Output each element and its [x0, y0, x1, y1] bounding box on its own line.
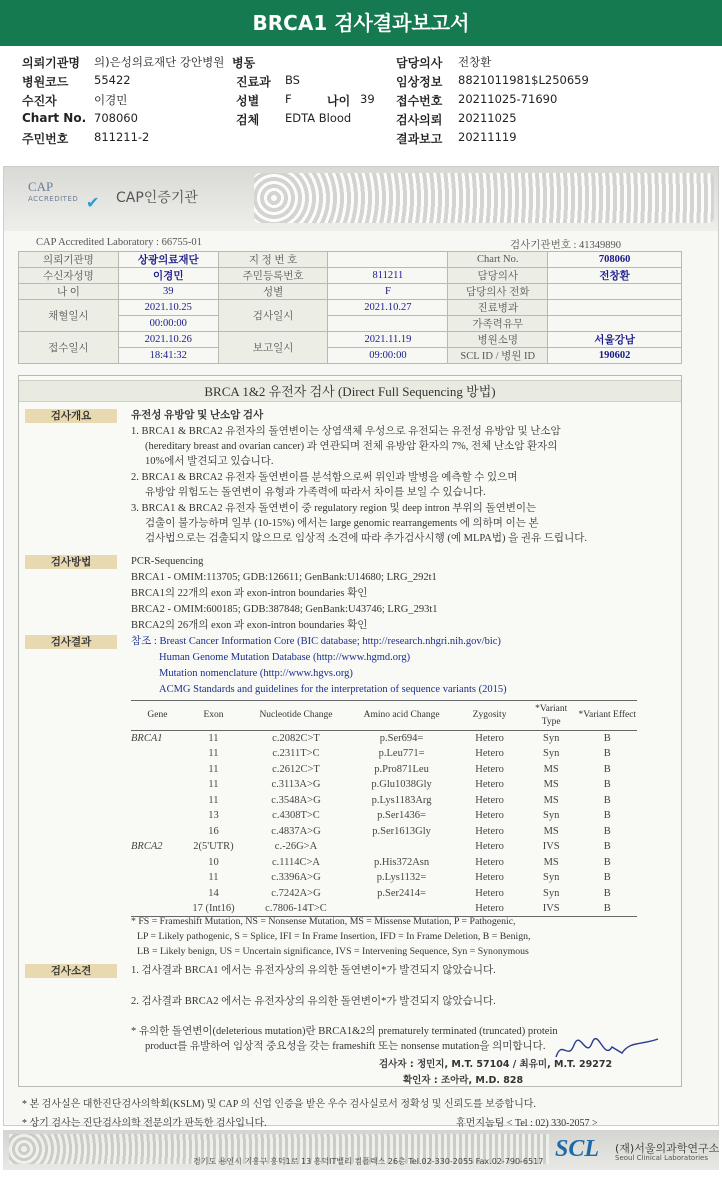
decorative-pattern [254, 173, 714, 223]
cell-variant-type: IVS [542, 841, 560, 853]
info-value: 이경민 [94, 93, 128, 107]
cell-variant-effect: B [603, 794, 611, 806]
header-row [19, 348, 682, 364]
cell-nucleotide: c.3548A>G [271, 794, 321, 806]
col-exon: Exon [184, 701, 243, 731]
header-value: 708060 [548, 252, 682, 268]
header-label: 주민등록번호 [218, 268, 328, 284]
header-label: Chart No. [448, 252, 548, 268]
cell-nucleotide: c.4308T>C [272, 810, 320, 822]
cell-gene [131, 870, 184, 886]
cell-amino-acid: p.Pro871Leu [374, 763, 429, 775]
header-value [548, 284, 682, 300]
info-label: Chart No. [22, 111, 87, 125]
cell-nucleotide: c.7242A>G [271, 887, 321, 899]
cell-variant-effect: B [603, 748, 611, 760]
info-value: 55422 [94, 73, 131, 87]
info-row-4 [22, 111, 702, 130]
info-label: 접수번호 [396, 94, 443, 108]
cell-nucleotide: c.4837A>G [271, 825, 321, 837]
cell-gene [131, 824, 184, 840]
variant-row [131, 762, 637, 778]
cell-gene [131, 808, 184, 824]
header-value [548, 300, 682, 316]
result-label: 검사결과 [25, 635, 117, 649]
cell-nucleotide: c.2612C>T [272, 763, 320, 775]
variant-row [131, 731, 637, 747]
header-row [19, 268, 682, 284]
info-value: BS [285, 73, 300, 87]
cell-variant-effect: B [603, 810, 611, 822]
cell-zygosity: Hetero [454, 901, 524, 917]
cell-zygosity: Hetero [475, 733, 504, 744]
cap-label: CAP인증기관 [116, 190, 198, 206]
opinion-line: 1. 검사결과 BRCA1 에서는 유전자상의 유의한 돌연변이*가 발견되지 않았습니다. [131, 965, 496, 976]
report-sheet [3, 166, 719, 1129]
lab-institution-number: 검사기관번호 : 41349890 [510, 240, 622, 251]
info-value: 811211-2 [94, 130, 150, 144]
variant-row [131, 777, 637, 793]
cell-variant-type: Syn [542, 733, 560, 744]
variant-row [131, 746, 637, 762]
scl-logo: SCL [555, 1136, 600, 1162]
info-value: 전창환 [458, 55, 492, 69]
col-nucleotide: Nucleotide Change [243, 701, 349, 731]
header-value [328, 316, 448, 332]
header-value: 09:00:00 [328, 348, 448, 364]
cell-gene [131, 762, 184, 778]
variant-header-row [131, 701, 637, 731]
cell-amino-acid: p.Glu1038Gly [371, 779, 432, 791]
header-label: 가족력유무 [448, 316, 548, 332]
lab-name: (재)서울의과학연구소 [615, 1142, 720, 1155]
cell-nucleotide: c.-26G>A [274, 841, 318, 853]
info-value: 8821011981$L250659 [458, 73, 589, 87]
overview-line: 2. BRCA1 & BRCA2 유전자 돌연변이를 분석함으로써 위인과 발병을 예측할 수 있으며 [131, 472, 518, 483]
cell-variant-type: MS [543, 856, 559, 868]
info-value: 20211025 [458, 111, 517, 125]
cell-exon: 13 [208, 810, 219, 822]
header-label: SCL ID / 병원 ID [448, 348, 548, 364]
variant-row [131, 870, 637, 886]
info-row-2 [22, 73, 702, 92]
header-label: 검사일시 [218, 300, 328, 332]
cell-nucleotide: c.3113A>G [271, 779, 321, 791]
header-label: 성별 [218, 284, 328, 300]
col-gene: Gene [131, 701, 184, 731]
cell-variant-type: MS [543, 825, 559, 837]
cell-variant-effect: B [603, 856, 611, 868]
variant-row [131, 824, 637, 840]
cap-band [4, 167, 718, 231]
cell-zygosity: Hetero [475, 841, 504, 853]
cell-nucleotide: c.7806-14T>C [243, 901, 349, 917]
cell-exon: 17 (Int16) [184, 901, 243, 917]
cell-nucleotide: c.1114C>A [271, 856, 320, 868]
overview-line: 3. BRCA1 & BRCA2 유전자 돌연변이 중 regulatory region 및 deep intron 부위의 돌연변이는 [131, 503, 537, 514]
header-label: 접수일시 [19, 332, 119, 364]
test-title: BRCA 1&2 유전자 검사 (Direct Full Sequencing 방법) [19, 380, 681, 402]
col-variant-effect: *Variant Effect [578, 701, 637, 731]
info-label: 나이 [327, 94, 351, 108]
overview-line: 검출이 불가능하며 일부 (10-15%) 에서는 large genomic rearrangements 에 의하며 이는 본 [145, 518, 539, 529]
reading-remark: * 상기 검사는 진단검사의학 전문의가 판독한 검사입니다. [22, 1118, 267, 1129]
cell-gene [131, 886, 184, 902]
cell-exon: 11 [208, 733, 219, 744]
cell-amino-acid: p.Lys1183Arg [371, 794, 432, 806]
cell-amino-acid: p.Leu771= [378, 748, 425, 760]
reference-line: Mutation nomenclature (http://www.hgvs.org) [159, 668, 353, 679]
report-title: BRCA1 검사결과보고서 [0, 0, 722, 46]
overview-line: 1. BRCA1 & BRCA2 유전자의 돌연변이는 상염색체 우성으로 유전되는 유전성 유방암 및 난소암 [131, 426, 561, 437]
info-row-3 [22, 92, 702, 111]
cap-lab-number: CAP Accredited Laboratory : 66755-01 [36, 237, 202, 248]
info-label: 의뢰기관명 [22, 56, 80, 70]
header-row [19, 252, 682, 268]
header-value: 39 [118, 284, 218, 300]
cell-variant-effect: B [603, 779, 611, 791]
info-label: 검체 [236, 113, 260, 127]
overview-line: (hereditary breast and ovarian cancer) 과 연관되며 전체 유방암 환자의 7%, 전체 난소암 환자의 [145, 441, 558, 452]
cell-gene [131, 855, 184, 871]
overview-line: 검사법으로는 검출되지 않으므로 임상적 소견에 따라 추가검사시행 (예 MLPA법) 을 권유 드립니다. [145, 533, 587, 544]
variant-row [131, 886, 637, 902]
overview-label: 검사개요 [25, 409, 117, 423]
method-line: BRCA1 - OMIM:113705; GDB:126611; GenBank:U14680; LRG_292t1 [131, 572, 437, 583]
cell-variant-type: Syn [542, 748, 560, 760]
cell-zygosity: Hetero [475, 748, 504, 760]
header-value [548, 316, 682, 332]
header-value: 2021.10.27 [328, 300, 448, 316]
cell-amino-acid: p.Ser1436= [377, 810, 426, 822]
reference-line: Human Genome Mutation Database (http://www.hgmd.org) [159, 652, 411, 663]
cell-variant-effect: B [603, 733, 611, 744]
header-label: 담당의사 [448, 268, 548, 284]
header-value: 190602 [548, 348, 682, 364]
info-value: 39 [360, 92, 375, 106]
header-label: 수신자성명 [19, 268, 119, 284]
header-value: 이경민 [118, 268, 218, 284]
header-value: F [328, 284, 448, 300]
info-label: 결과보고 [396, 132, 443, 146]
cell-zygosity: Hetero [475, 825, 504, 837]
cell-nucleotide: c.3396A>G [271, 872, 321, 884]
cell-exon: 11 [208, 872, 219, 884]
checkmark-icon: ✔ [86, 193, 100, 212]
overview-heading: 유전성 유방암 및 난소암 검사 [131, 410, 264, 421]
header-label: 담당의사 전화 [448, 284, 548, 300]
header-table [18, 251, 682, 364]
tester-signature: 검사자 : 정민지, M.T. 57104 / 최유미, M.T. 29272 [379, 1059, 613, 1070]
header-value: 00:00:00 [118, 316, 218, 332]
cell-zygosity: Hetero [475, 887, 504, 899]
info-value: 의)은성의료재단 강안병원 [94, 55, 225, 69]
info-label: 임상정보 [396, 75, 443, 89]
info-label: 진료과 [236, 75, 271, 89]
info-label: 검사의뢰 [396, 113, 443, 127]
header-value: 18:41:32 [118, 348, 218, 364]
info-value: 20211025-71690 [458, 92, 558, 106]
header-row [19, 332, 682, 348]
info-value: EDTA Blood [285, 111, 352, 125]
opinion-label: 검사소견 [25, 964, 117, 978]
header-value [328, 252, 448, 268]
info-value: 20211119 [458, 130, 517, 144]
cell-exon: 11 [208, 779, 219, 791]
header-row [19, 316, 682, 332]
header-label: 지 정 번 호 [218, 252, 328, 268]
cell-gene [131, 746, 184, 762]
variant-row [131, 808, 637, 824]
reference-line: ACMG Standards and guidelines for the interpretation of sequence variants (2015) [159, 684, 507, 695]
cell-exon: 11 [208, 794, 219, 806]
cell-amino-acid: p.Ser2414= [377, 887, 426, 899]
variant-table [131, 700, 637, 917]
cell-amino-acid: p.His372Asn [374, 856, 430, 868]
method-line: PCR-Sequencing [131, 556, 204, 567]
method-line: BRCA2의 26개의 exon 과 exon-intron boundaries 확인 [131, 620, 368, 631]
cell-variant-effect: B [578, 901, 637, 917]
cell-exon: 2(5'UTR) [193, 841, 234, 853]
header-value: 서울강남 [548, 332, 682, 348]
cell-zygosity: Hetero [475, 872, 504, 884]
accreditation-note: * 본 검사실은 대한진단검사의학회(KSLM) 및 CAP 의 신업 인증을 받은 우수 검사실로서 정확성 및 신뢰도를 보증합니다. [22, 1099, 536, 1110]
cell-exon: 10 [208, 856, 219, 868]
legend-line: LB = Likely benign, US = Uncertain significance, IVS = Intervening Sequence, Syn = Synonymous [137, 946, 529, 957]
header-row [19, 300, 682, 316]
cell-variant-effect: B [603, 887, 611, 899]
header-label: 나 이 [19, 284, 119, 300]
cell-gene [131, 793, 184, 809]
cap-logo-sub: ACCREDITED [28, 195, 79, 203]
footer [3, 1130, 719, 1170]
info-row-1 [22, 54, 702, 73]
col-amino-acid: Amino acid Change [349, 701, 455, 731]
team-contact: 휴먼지놈팀 < Tel : 02) 330-2057 > [456, 1118, 598, 1129]
note-line: product를 유발하여 임상적 중요성을 갖는 frameshift 또는 nonsense mutation을 의미합니다. [145, 1041, 546, 1052]
cell-gene [131, 777, 184, 793]
cell-variant-type: Syn [542, 887, 560, 899]
cell-variant-type: MS [543, 779, 559, 791]
variant-row [131, 793, 637, 809]
info-label: 병동 [232, 56, 256, 70]
cap-logo-text: CAP [28, 179, 54, 194]
info-label: 수진자 [22, 94, 57, 108]
header-label: 채혈일시 [19, 300, 119, 332]
header-value: 811211 [328, 268, 448, 284]
col-variant-type: *Variant Type [525, 701, 578, 731]
cell-variant-type: Syn [542, 810, 560, 822]
info-label: 주민번호 [22, 132, 69, 146]
cell-exon: 11 [208, 763, 219, 775]
header-label: 보고일시 [218, 332, 328, 364]
legend-line: LP = Likely pathogenic, S = Splice, IFI = In Frame Insertion, IFD = In Frame Deletion, B = Benign, [137, 931, 531, 942]
cap-logo [28, 179, 108, 217]
confirmer-signature: 확인자 : 조아라, M.D. 828 [403, 1075, 524, 1086]
header-value: 2021.10.25 [118, 300, 218, 316]
info-label: 담당의사 [396, 56, 443, 70]
note-line: * 유의한 돌연변이(deleterious mutation)란 BRCA1&2의 prematurely terminated (truncated) protein [131, 1026, 558, 1037]
cell-variant-type: MS [543, 794, 559, 806]
cell-variant-type: MS [543, 763, 559, 775]
method-label: 검사방법 [25, 555, 117, 569]
info-label: 병원코드 [22, 75, 69, 89]
cell-amino-acid: p.Ser1613Gly [372, 825, 431, 837]
result-panel [18, 375, 682, 1087]
cell-gene: BRCA1 [131, 733, 163, 744]
method-line: BRCA1의 22개의 exon 과 exon-intron boundaries 확인 [131, 588, 368, 599]
cell-variant-effect: B [603, 763, 611, 775]
header-value: 2021.11.19 [328, 332, 448, 348]
cell-zygosity: Hetero [475, 856, 504, 868]
cell-exon: 16 [208, 825, 219, 837]
patient-info [22, 54, 702, 149]
opinion-line: 2. 검사결과 BRCA2 에서는 유전자상의 유의한 돌연변이*가 발견되지 않았습니다. [131, 996, 496, 1007]
cell-variant-effect: B [603, 872, 611, 884]
cell-gene: BRCA2 [131, 841, 163, 853]
header-value: 상광의료재단 [118, 252, 218, 268]
cell-zygosity: Hetero [475, 763, 504, 775]
cell-zygosity: Hetero [475, 779, 504, 791]
col-zygosity: Zygosity [454, 701, 524, 731]
cell-variant-effect: B [603, 825, 611, 837]
variant-row [131, 855, 637, 871]
cell-exon: 14 [208, 887, 219, 899]
cell-variant-effect: B [603, 841, 611, 853]
cell-nucleotide: c.2311T>C [272, 748, 320, 760]
header-label: 의뢰기관명 [19, 252, 119, 268]
info-value: F [285, 92, 292, 106]
lab-name-english: Seoul Clinical Laboratories [615, 1154, 708, 1162]
info-row-5 [22, 130, 702, 149]
cell-zygosity: Hetero [475, 794, 504, 806]
header-label: 병원소명 [448, 332, 548, 348]
handwritten-signature [552, 1035, 662, 1065]
header-value: 2021.10.26 [118, 332, 218, 348]
cell-amino-acid: p.Ser694= [379, 733, 424, 744]
cell-variant-type: IVS [525, 901, 578, 917]
footer-address: 경기도 용인시 기흥구 흥덕1로 13 흥덕IT밸리 컴플렉스 26층 Tel.02-330-2055 Fax.02-790-6517 [193, 1157, 544, 1166]
cell-zygosity: Hetero [475, 810, 504, 822]
overview-line: 유방암 위험도는 돌연변이 유형과 가족력에 따라서 차이를 보일 수 있습니다. [145, 487, 486, 498]
header-value: 전창환 [548, 268, 682, 284]
info-label: 성별 [236, 94, 260, 108]
reference-line: 참조 : Breast Cancer Information Core (BIC database; http://research.nhgri.nih.gov/bic) [131, 636, 501, 647]
info-value: 708060 [94, 111, 138, 125]
cell-variant-type: Syn [542, 872, 560, 884]
overview-line: 10%에서 발견되고 있습니다. [145, 456, 274, 467]
cell-exon: 11 [208, 748, 219, 760]
header-row [19, 284, 682, 300]
cell-nucleotide: c.2082C>T [272, 733, 320, 744]
cell-amino-acid: p.Lys1132= [376, 872, 427, 884]
variant-row [131, 839, 637, 855]
header-label: 진료병과 [448, 300, 548, 316]
cell-amino-acid [349, 839, 455, 855]
legend-line: * FS = Frameshift Mutation, NS = Nonsense Mutation, MS = Missense Mutation, P = Pathogenic, [131, 916, 516, 927]
method-line: BRCA2 - OMIM:600185; GDB:387848; GenBank:U43746; LRG_293t1 [131, 604, 438, 615]
